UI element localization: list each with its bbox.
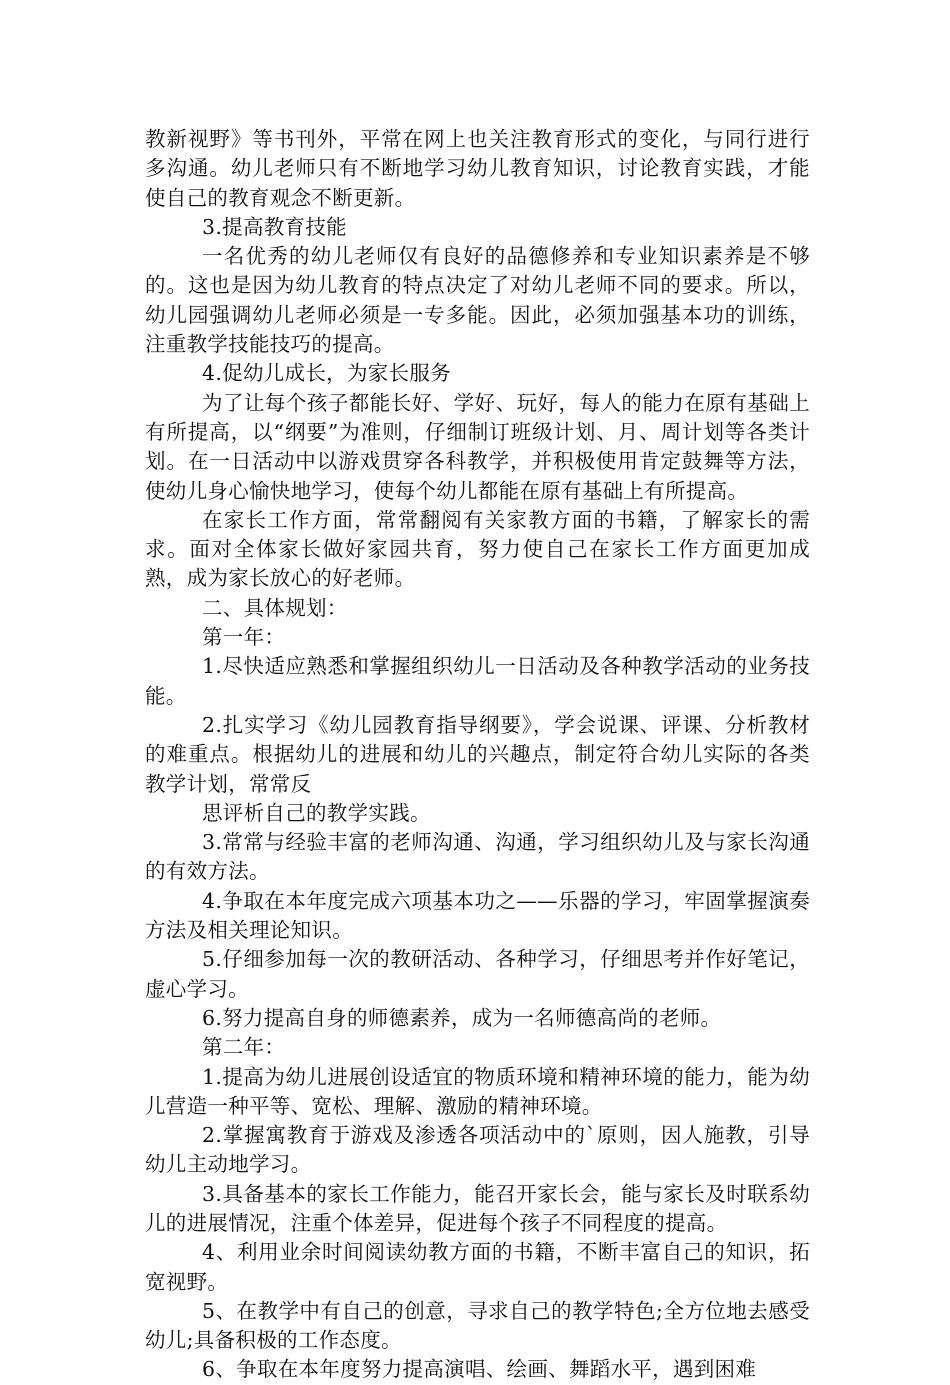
section-heading: 3.提高教育技能	[202, 214, 347, 239]
list-item: 1.尽快适应熟悉和掌握组织幼儿一日活动及各种教学活动的业务技能。	[145, 654, 810, 708]
list-item: 5.仔细参加每一次的教研活动、各种学习，仔细思考并作好笔记，虚心学习。	[145, 947, 810, 1001]
list-item: 4.争取在本年度完成六项基本功之——乐器的学习，牢固掌握演奏方法及相关理论知识。	[145, 888, 810, 943]
list-item: 2.扎实学习《幼儿园教育指导纲要》，学会说课、评课、分析教材的难重点。根据幼儿的进展和幼儿的兴趣点，制定符合幼儿实际的各类教学计划，常常反	[145, 712, 810, 796]
list-item: 2.掌握寓教育于游戏及渗透各项活动中的`原则，因人施教，引导幼儿主动地学习。	[145, 1123, 810, 1177]
list-item: 4、利用业余时间阅读幼教方面的书籍，不断丰富自己的知识，拓宽视野。	[145, 1240, 810, 1294]
list-item: 3.具备基本的家长工作能力，能召开家长会，能与家长及时联系幼儿的进展情况，注重个体差异，促进每个孩子不同程度的提高。	[145, 1181, 810, 1235]
section-heading: 4.促幼儿成长，为家长服务	[202, 361, 451, 386]
paragraph: 在家长工作方面，常常翻阅有关家教方面的书籍，了解家长的需求。面对全体家长做好家园共育，努力使自己在家长工作方面更加成熟，成为家长放心的好老师。	[145, 507, 810, 591]
list-item: 3.常常与经验丰富的老师沟通、沟通，学习组织幼儿及与家长沟通的有效方法。	[145, 830, 810, 884]
document-body	[145, 125, 810, 1385]
paragraph: 教新视野》等书刊外，平常在网上也关注教育形式的变化，与同行进行多沟通。幼儿老师只有不断地学习幼儿教育知识，讨论教育实践，才能使自己的教育观念不断更新。	[145, 127, 810, 210]
subsection-heading: 第一年：	[202, 625, 286, 650]
paragraph: 为了让每个孩子都能长好、学好、玩好，每人的能力在原有基础上有所提高，以“纲要”为准则，仔细制订班级计划、月、周计划等各类计划。在一日活动中以游戏贯穿各科教学，并积极使用肯定鼓舞等方法，使幼儿身心愉快地学习，使每个幼儿都能在原有基础上有所提高。	[145, 390, 810, 503]
paragraph: 一名优秀的幼儿老师仅有良好的品德修养和专业知识素养是不够的。这也是因为幼儿教育的特点决定了对幼儿老师不同的要求。所以，幼儿园强调幼儿老师必须是一专多能。因此，必须加强基本功的训练，注重教学技能技巧的提高。	[145, 244, 810, 357]
subsection-heading: 第二年：	[202, 1035, 286, 1060]
list-item: 6、争取在本年度努力提高演唱、绘画、舞蹈水平，遇到困难	[202, 1357, 757, 1382]
section-heading: 二、具体规划：	[202, 595, 348, 620]
list-item-continuation: 思评析自己的教学实践。	[202, 800, 431, 825]
list-item: 1.提高为幼儿进展创设适宜的物质环境和精神环境的能力，能为幼儿营造一种平等、宽松、理解、激励的精神环境。	[145, 1064, 810, 1118]
list-item: 5、在教学中有自己的创意，寻求自己的教学特色;全方位地去感受幼儿;具备积极的工作态度。	[145, 1298, 810, 1353]
list-item: 6.努力提高自身的师德素养，成为一名师德高尚的老师。	[202, 1005, 722, 1030]
